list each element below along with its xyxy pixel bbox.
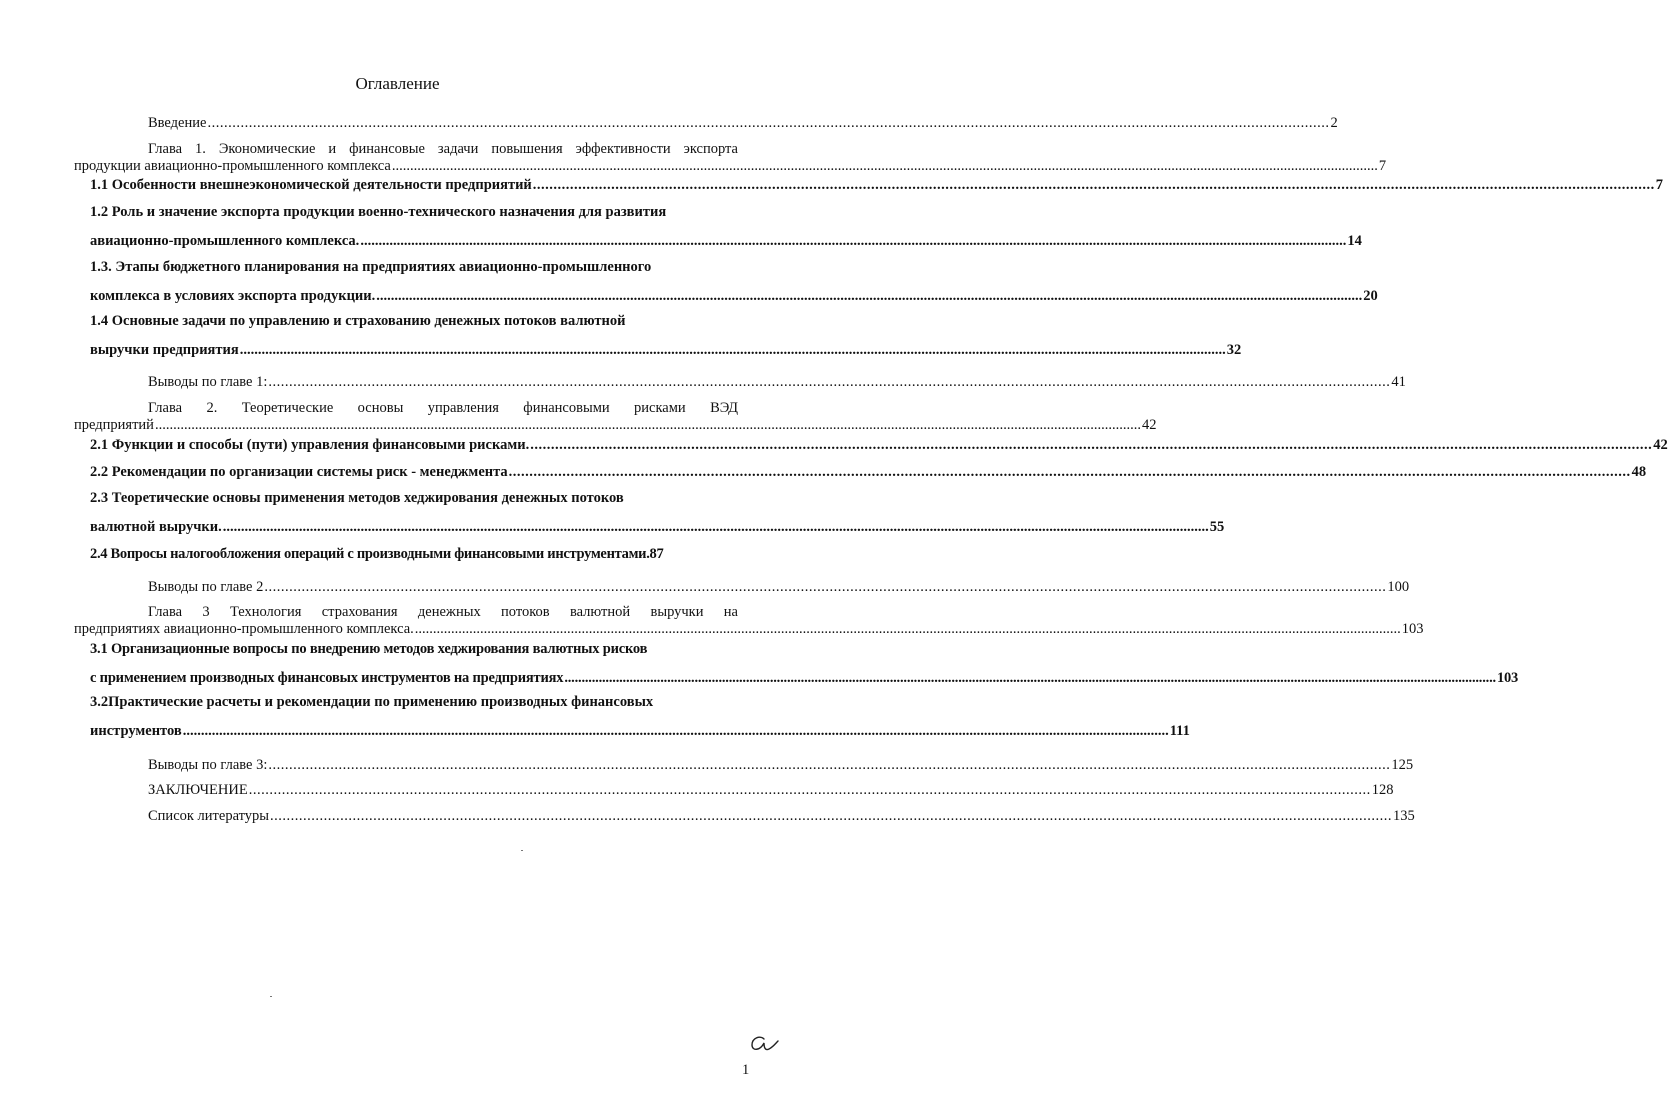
toc-page-number: 87 <box>649 546 664 562</box>
toc-entry-text: Выводы по главе 3: <box>148 757 268 773</box>
toc-entry-2-2[interactable] <box>90 463 1647 481</box>
toc-entry-3-2[interactable] <box>90 693 1190 740</box>
toc-page-number: 7 <box>1378 158 1387 174</box>
toc-entry-text: ЗАКЛЮЧЕНИЕ <box>148 782 248 798</box>
toc-entry-text: Выводы по главе 1: <box>148 374 268 390</box>
toc-entry-text: 1.3. Этапы бюджетного планирования на предприятиях авиационно-промышленного <box>90 259 652 275</box>
toc-entry-text: 2.4 Вопросы налогообложения операций с производными финансовыми инструментами. <box>90 546 650 562</box>
toc-entry-text-cont: продукции авиационно-промышленного комплекса <box>74 158 391 174</box>
toc-page-number: 103 <box>1496 670 1519 686</box>
toc-entry-text: 3.1 Организационные вопросы по внедрению методов хеджирования валютных рисков <box>90 641 648 657</box>
handwritten-initial-icon <box>748 1030 780 1056</box>
toc-entry-text: Глава 2. Теоретические основы управления финансовыми рисками ВЭД <box>148 400 738 416</box>
toc-page-number: 135 <box>1393 808 1415 824</box>
toc-page-number: 100 <box>1387 579 1410 595</box>
toc-entry-text: 3.2Практические расчеты и рекомендации по применению производных финансовых <box>90 694 654 710</box>
toc-entry-text-cont: предприятий <box>74 417 154 433</box>
toc-page-number: 7 <box>1655 177 1664 193</box>
toc-entry-1-1[interactable] <box>90 176 1664 194</box>
toc-entry-text: Глава 1. Экономические и финансовые задачи повышения эффективности экспорта <box>148 141 738 157</box>
toc-entry-1-3[interactable] <box>90 258 1378 305</box>
toc-entry-conclusions-3[interactable] <box>148 756 1414 774</box>
toc-entry-text: 2.3 Теоретические основы применения методов хеджирования денежных потоков <box>90 490 624 506</box>
toc-entry-text: Список литературы <box>148 808 270 824</box>
toc-page-number: 55 <box>1209 519 1225 535</box>
toc-page-number: 20 <box>1363 288 1378 304</box>
toc-entry-text: 1.4 Основные задачи по управлению и страхованию денежных потоков валютной <box>90 313 626 329</box>
toc-entry-intro[interactable] <box>148 114 1338 132</box>
toc-entry-text-cont: выручки предприятия <box>90 342 239 358</box>
toc-entry-text-cont: с применением производных финансовых инструментов на предприятиях <box>90 670 564 686</box>
page-title: Оглавление <box>355 74 440 93</box>
toc-page-number: 42 <box>1141 417 1157 433</box>
toc-entry-chapter-1[interactable] <box>74 141 1387 175</box>
toc-entry-1-2[interactable] <box>90 203 1362 250</box>
toc-entry-text: 2.2 Рекомендации по организации системы риск - менеджмента <box>90 464 508 480</box>
toc-entry-text: Выводы по главе 2 <box>148 579 264 595</box>
toc-entry-conclusions-2[interactable] <box>148 578 1410 596</box>
toc-entry-2-3[interactable] <box>90 489 1225 536</box>
toc-entry-text-cont: авиационно-промышленного комплекса. <box>90 233 360 249</box>
toc-page-number: 2 <box>1330 115 1338 131</box>
toc-page-number: 41 <box>1391 374 1406 390</box>
toc-entry-1-4[interactable] <box>90 312 1242 359</box>
toc-page-number: 111 <box>1169 723 1190 739</box>
toc-entry-text: Введение <box>148 115 207 131</box>
toc-page-number: 14 <box>1347 233 1362 249</box>
toc-page-number: 103 <box>1401 621 1424 637</box>
toc-page-number: 125 <box>1391 757 1414 773</box>
toc-entry-references[interactable] <box>148 807 1415 825</box>
toc-page-number: 42 <box>1653 437 1668 453</box>
toc-entry-2-4[interactable] <box>90 545 738 563</box>
toc-entry-text: Глава 3 Технология страхования денежных потоков валютной выручки на <box>148 604 738 620</box>
toc-entry-3-1[interactable] <box>90 640 1519 687</box>
page-number: 1 <box>742 1062 750 1078</box>
toc-entry-text: 1.2 Роль и значение экспорта продукции военно-технического назначения для развития <box>90 204 667 220</box>
toc-page-number: 32 <box>1226 342 1242 358</box>
toc-entry-text: 2.1 Функции и способы (пути) управления финансовыми рисками. <box>90 437 530 453</box>
toc-entry-conclusion[interactable] <box>148 781 1394 799</box>
toc-entry-text: 1.1 Особенности внешнеэкономической деятельности предприятий <box>90 177 532 193</box>
toc-entry-2-1[interactable] <box>90 436 1668 454</box>
toc-entry-text-cont: валютной выручки. <box>90 519 222 535</box>
toc-page-number: 48 <box>1631 464 1647 480</box>
toc-entry-text-cont: инструментов <box>90 723 182 739</box>
toc-entry-text-cont: комплекса в условиях экспорта продукции. <box>90 288 376 304</box>
toc-entry-conclusions-1[interactable] <box>148 373 1406 391</box>
toc-entry-text-cont: предприятиях авиационно-промышленного комплекса. <box>74 621 414 637</box>
scan-speck <box>270 996 272 997</box>
toc-entry-chapter-3[interactable] <box>74 604 1424 638</box>
scan-speck <box>521 850 523 851</box>
toc-entry-chapter-2[interactable] <box>74 400 1157 434</box>
toc-page-number: 128 <box>1371 782 1394 798</box>
